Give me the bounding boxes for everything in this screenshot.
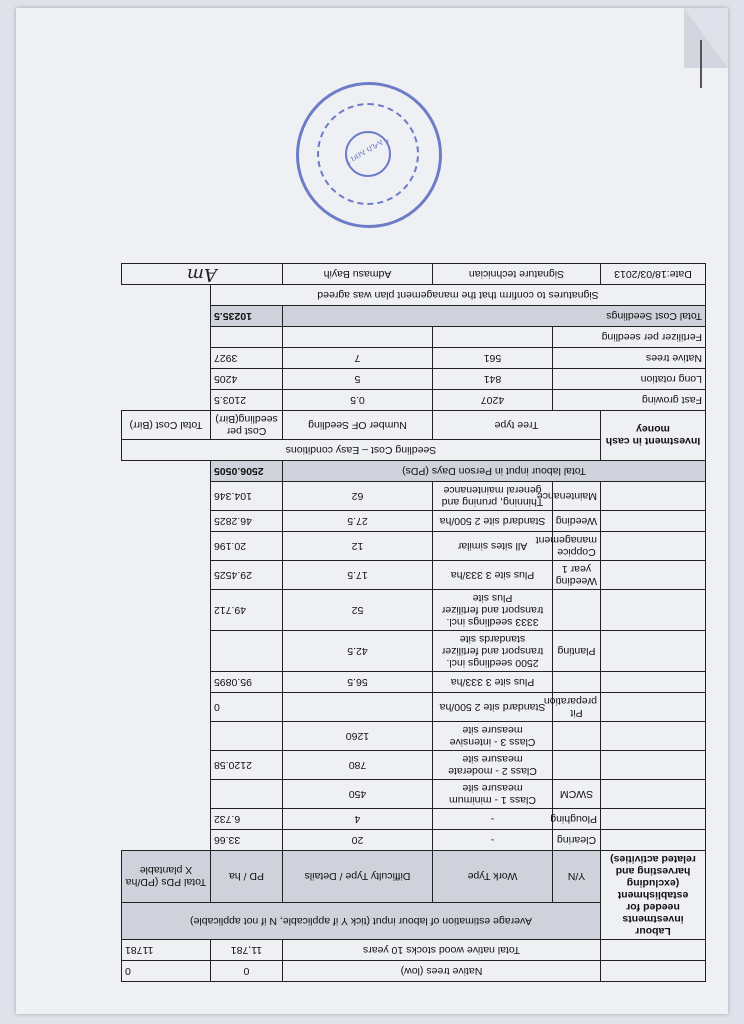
seedling-row — [121, 327, 705, 348]
labour-row — [121, 693, 705, 722]
labour-row — [121, 511, 705, 532]
total-pds-cell: 2120.58 — [210, 751, 282, 780]
labour-row — [121, 830, 705, 851]
pd-per-ha-cell: 450 — [282, 780, 432, 809]
labour-row — [121, 780, 705, 809]
pd-per-ha-cell: 12 — [282, 532, 432, 561]
work-type-cell: Planting — [553, 631, 601, 672]
technician-name: Admasu Bayih — [282, 264, 432, 285]
native-trees-row: Native trees (low) 0 0 — [121, 961, 705, 982]
labour-row — [121, 590, 705, 631]
pencil-mark — [700, 40, 702, 88]
difficulty-cell: All sites similar — [433, 532, 553, 561]
seedling-number-cell: 561 — [433, 348, 553, 369]
pd-per-ha-cell: 4 — [282, 809, 432, 830]
difficulty-cell: - — [433, 830, 553, 851]
cost-per-seedling-cell — [282, 327, 432, 348]
yn-cell — [601, 631, 706, 672]
seedling-row — [121, 390, 705, 411]
seedling-row — [121, 369, 705, 390]
seedling-number-cell — [433, 327, 553, 348]
work-type-cell: Ploughing — [553, 809, 601, 830]
labour-cost-form — [122, 132, 706, 982]
difficulty-cell: Standard site 2 500/ha — [433, 693, 553, 722]
labour-heading-row — [121, 902, 705, 939]
labour-row — [121, 482, 705, 511]
difficulty-cell: Class 2 - moderate measure site — [433, 751, 553, 780]
difficulty-cell: Standard site 2 500/ha — [433, 511, 553, 532]
pd-per-ha-cell: 1260 — [282, 722, 432, 751]
difficulty-cell: Plus site 3 333/ha — [433, 561, 553, 590]
total-pds-cell: 20.196 — [210, 532, 282, 561]
tree-type-cell: Native trees — [553, 348, 706, 369]
seedling-heading-row — [121, 440, 705, 461]
seedling-number-cell: 4207 — [433, 390, 553, 411]
total-pds-cell: 0 — [210, 693, 282, 722]
labour-row — [121, 751, 705, 780]
work-type-cell — [553, 751, 601, 780]
pd-per-ha-cell: 52 — [282, 590, 432, 631]
seedling-total-row: Total Cost Seedlings 10235.5 — [121, 306, 705, 327]
total-pds-cell: 104.346 — [210, 482, 282, 511]
labour-row — [121, 722, 705, 751]
labour-rows — [121, 482, 705, 851]
yn-cell — [601, 780, 706, 809]
tree-type-cell: Fast growing — [553, 390, 706, 411]
seedling-total-cost-cell — [210, 327, 282, 348]
yn-cell — [601, 809, 706, 830]
total-pds-cell: 49.712 — [210, 590, 282, 631]
stamp-text: * አዲስ አበባ * — [344, 134, 391, 168]
work-type-cell: Pit preparation — [553, 693, 601, 722]
yn-cell — [601, 830, 706, 851]
work-type-cell: Maintenance — [553, 482, 601, 511]
pd-per-ha-cell: 42.5 — [282, 631, 432, 672]
yn-cell — [601, 482, 706, 511]
total-pds-cell — [210, 780, 282, 809]
work-type-cell: Clearing — [553, 830, 601, 851]
total-pds-cell — [210, 631, 282, 672]
signature-date: Date:18/03/2013 — [601, 264, 706, 285]
work-type-cell: Coppice management — [553, 532, 601, 561]
yn-cell — [601, 590, 706, 631]
yn-cell — [601, 561, 706, 590]
difficulty-cell: Plus site 3 333/ha — [433, 672, 553, 693]
seedling-row — [121, 348, 705, 369]
labour-row — [121, 532, 705, 561]
work-type-cell: SWCM — [553, 780, 601, 809]
labour-section-label: Labour investments needed for establishment (excluding harvesting and related activities) — [601, 851, 706, 940]
pd-per-ha-cell: 17.5 — [282, 561, 432, 590]
cost-per-seedling-cell: 7 — [282, 348, 432, 369]
seedling-total-cost-cell: 4205 — [210, 369, 282, 390]
cost-per-seedling-cell: 0.5 — [282, 390, 432, 411]
total-pds-cell: 33.66 — [210, 830, 282, 851]
pd-per-ha-cell: 27.5 — [282, 511, 432, 532]
yn-cell — [601, 672, 706, 693]
seedling-total-cost-cell: 3927 — [210, 348, 282, 369]
difficulty-cell: - — [433, 809, 553, 830]
work-type-cell: Weeding year 1 — [553, 561, 601, 590]
labour-total-row: Total labour input in Person Days (PDs) 2506.0505 — [121, 461, 705, 482]
labour-heading: Average estimation of labour input (tick Y if applicable, N if not applicable) — [121, 902, 600, 939]
pd-per-ha-cell: 20 — [282, 830, 432, 851]
page-fold — [684, 8, 728, 68]
work-type-cell: Weeding — [553, 511, 601, 532]
total-pds-cell: 6.732 — [210, 809, 282, 830]
difficulty-cell: 2500 seedlings incl. transport and fertilizer standards site — [433, 631, 553, 672]
labour-total-value: 2506.0505 — [210, 461, 282, 482]
work-type-cell — [553, 722, 601, 751]
yn-cell — [601, 511, 706, 532]
labour-row — [121, 561, 705, 590]
work-type-cell — [553, 590, 601, 631]
tree-type-cell: Fertilizer per seedling — [553, 327, 706, 348]
yn-cell — [601, 722, 706, 751]
tree-type-cell: Long rotation — [553, 369, 706, 390]
form-table — [121, 263, 706, 982]
work-type-cell — [553, 672, 601, 693]
yn-cell — [601, 693, 706, 722]
seedling-section-label: Investment in cash money — [601, 411, 706, 461]
seedling-columns-row: Tree type Number OF Seedling Cost per seedling(Birr) Total Cost (Birr) — [121, 411, 705, 440]
difficulty-cell: Class 1 - minimum measure site — [433, 780, 553, 809]
total-pds-cell: 29.4525 — [210, 561, 282, 590]
difficulty-cell: Class 3 - intensive measure site — [433, 722, 553, 751]
signature-row: Date:18/03/2013 Signature technician Admasu Bayih Am — [121, 264, 705, 285]
official-stamp — [296, 82, 442, 228]
seedling-total-value: 10235.5 — [210, 306, 282, 327]
yn-cell — [601, 532, 706, 561]
difficulty-cell: 3333 seedlings incl. transport and fertilizer Plus site — [433, 590, 553, 631]
total-pds-cell: 46.2825 — [210, 511, 282, 532]
total-pds-cell — [210, 722, 282, 751]
difficulty-cell: Thinning, pruning and general maintenance — [433, 482, 553, 511]
pd-per-ha-cell: 780 — [282, 751, 432, 780]
total-pds-cell: 95.0895 — [210, 672, 282, 693]
pd-per-ha-cell: 62 — [282, 482, 432, 511]
seedling-rows — [121, 327, 705, 411]
total-native-row: Total native wood stocks 10 years 11,781 11781 — [121, 940, 705, 961]
signature-heading-row: Signatures to confirm that the management plan was agreed — [121, 285, 705, 306]
yn-cell — [601, 751, 706, 780]
pd-per-ha-cell — [282, 693, 432, 722]
handwritten-signature: Am — [121, 264, 282, 285]
labour-row — [121, 809, 705, 830]
seedling-total-cost-cell: 2103.5 — [210, 390, 282, 411]
labour-row — [121, 631, 705, 672]
seedling-number-cell: 841 — [433, 369, 553, 390]
labour-columns-row: Y/N Work Type Difficulty Type / Details PD / ha Total PDs (PD/ha X plantable — [121, 851, 705, 903]
pd-per-ha-cell: 56.5 — [282, 672, 432, 693]
seedling-heading: Seedling Cost – Easy conditions — [121, 440, 600, 461]
labour-row — [121, 672, 705, 693]
cost-per-seedling-cell: 5 — [282, 369, 432, 390]
